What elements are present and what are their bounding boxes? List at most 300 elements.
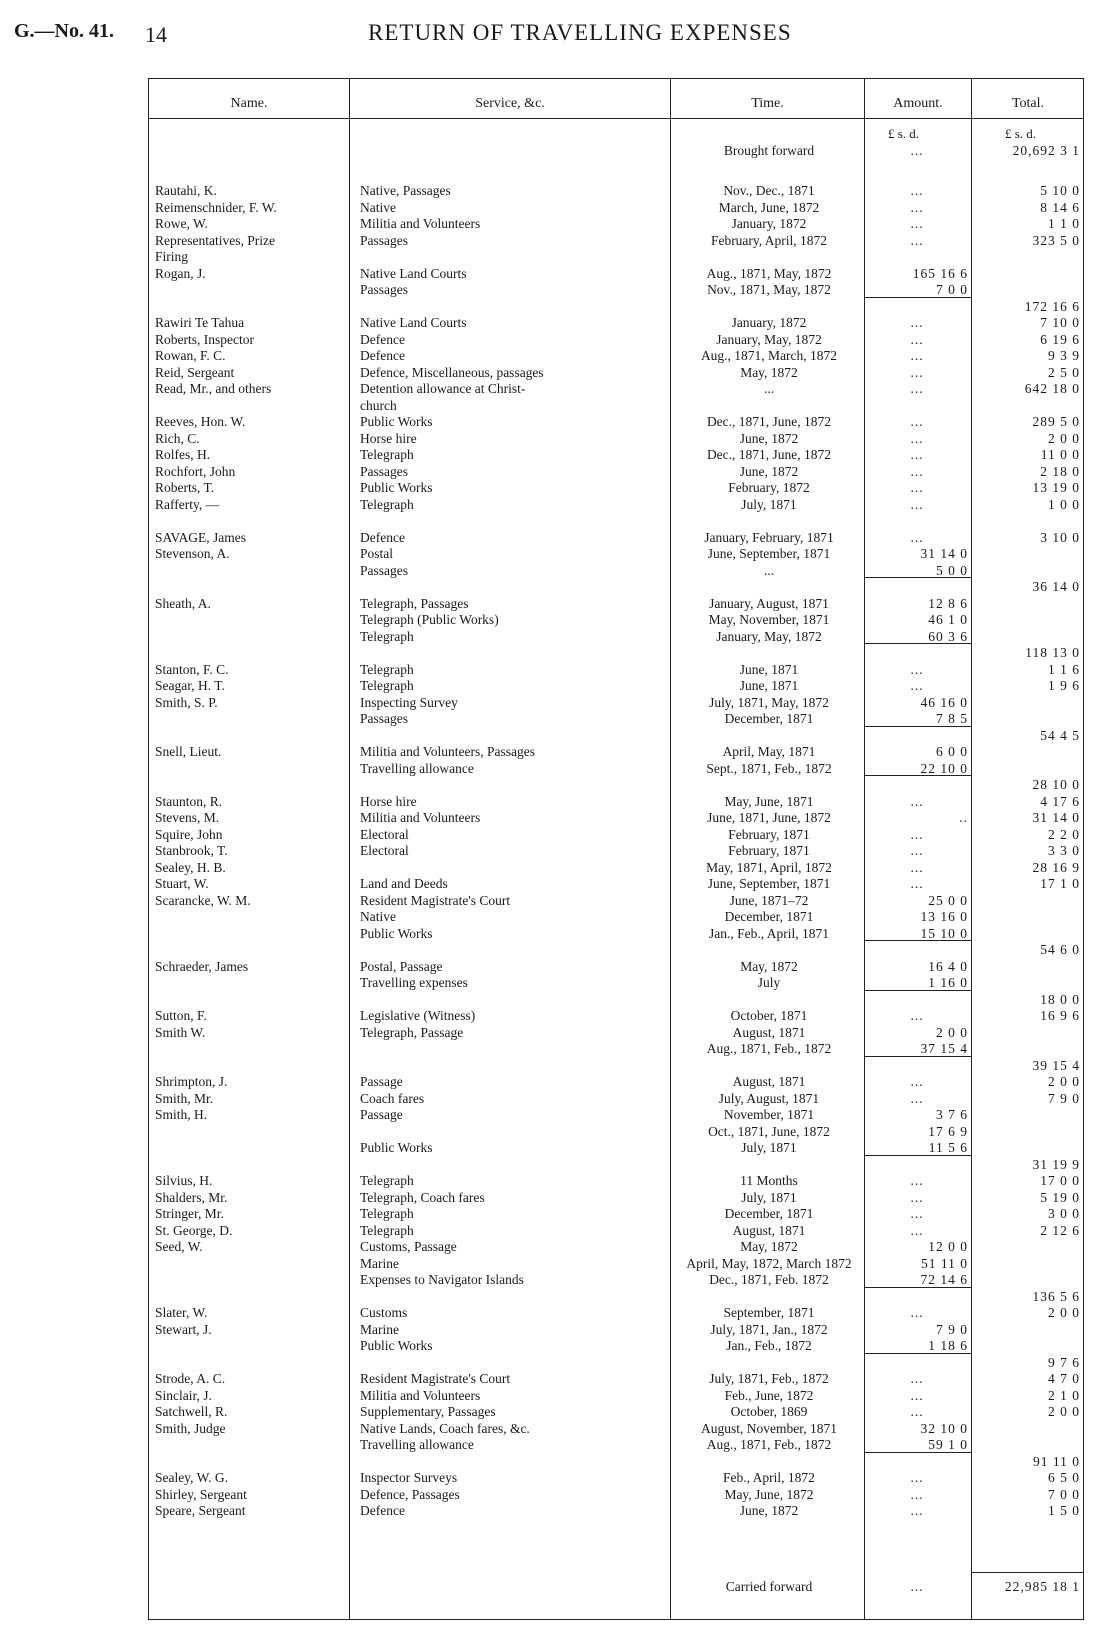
name-cell: Rogan, J. bbox=[155, 265, 206, 281]
amount-cell: 72 14 6 bbox=[920, 1272, 968, 1287]
total-cell: 9 7 6 bbox=[1048, 1354, 1080, 1370]
table-row bbox=[0, 1453, 1114, 1470]
amount-cell: 22 10 0 bbox=[920, 760, 968, 776]
name-cell: Roberts, T. bbox=[155, 480, 215, 495]
total-cell: 118 13 0 bbox=[1025, 645, 1080, 660]
table-row bbox=[0, 710, 1114, 727]
table-row bbox=[0, 397, 1114, 414]
amount-cell: 12 0 0 bbox=[928, 1239, 968, 1254]
total-cell: 4 7 0 bbox=[1048, 1371, 1080, 1386]
table-row bbox=[0, 182, 1114, 199]
amount-cell: ... bbox=[910, 1206, 924, 1221]
total-cell: 28 16 9 bbox=[1032, 859, 1080, 875]
service-cell: Telegraph bbox=[360, 496, 414, 512]
total-cell: 54 4 5 bbox=[1040, 727, 1080, 743]
amount-cell: 51 11 0 bbox=[921, 1255, 968, 1271]
carried-forward-total: 22,985 18 1 bbox=[1004, 1579, 1080, 1594]
time-cell: May, June, 1872 bbox=[724, 1486, 814, 1502]
name-cell: Sealey, W. G. bbox=[155, 1470, 228, 1485]
time-cell: June, 1872 bbox=[739, 1503, 799, 1518]
time-cell: Jan., Feb., 1872 bbox=[726, 1338, 812, 1353]
amount-cell: 16 4 0 bbox=[928, 958, 968, 974]
service-cell: Passages bbox=[360, 562, 408, 578]
service-cell: Horse hire bbox=[360, 430, 417, 446]
service-cell: Native bbox=[360, 909, 396, 924]
carried-forward-rule bbox=[972, 1572, 1084, 1573]
table-row bbox=[0, 380, 1114, 397]
time-cell: ... bbox=[763, 381, 775, 396]
name-cell: Sheath, A. bbox=[155, 595, 211, 611]
name-cell: Rolfes, H. bbox=[155, 447, 211, 462]
service-cell: church bbox=[360, 397, 397, 413]
service-cell: Native, Passages bbox=[360, 183, 451, 198]
time-cell: Nov., 1871, May, 1872 bbox=[707, 282, 831, 297]
table-row bbox=[0, 776, 1114, 793]
table-row bbox=[0, 760, 1114, 777]
amount-cell: ... bbox=[910, 843, 924, 858]
total-cell: 642 18 0 bbox=[1024, 381, 1080, 396]
table-row bbox=[0, 578, 1114, 595]
subtotal-rule bbox=[865, 990, 971, 991]
service-cell: Defence, Passages bbox=[360, 1486, 460, 1502]
total-cell: 2 0 0 bbox=[1048, 1074, 1080, 1089]
time-cell: June, 1872 bbox=[739, 430, 799, 446]
amount-cell: ... bbox=[910, 826, 924, 842]
subtotal-rule bbox=[865, 726, 971, 727]
service-cell: Telegraph, Passage bbox=[360, 1024, 464, 1040]
table-row bbox=[0, 1370, 1114, 1387]
table-row bbox=[0, 281, 1114, 298]
name-cell: Roberts, Inspector bbox=[155, 331, 254, 347]
total-cell: 7 10 0 bbox=[1040, 315, 1080, 330]
subtotal-rule bbox=[865, 297, 971, 298]
service-cell: Defence bbox=[360, 348, 405, 363]
column-header-total: Total. bbox=[1011, 96, 1045, 111]
table-row bbox=[0, 1040, 1114, 1057]
time-cell: July, 1871, Jan., 1872 bbox=[710, 1321, 828, 1337]
service-cell: Telegraph, Coach fares bbox=[360, 1189, 485, 1205]
total-cell: 2 2 0 bbox=[1048, 826, 1080, 842]
total-cell: 2 5 0 bbox=[1048, 364, 1080, 380]
time-cell: January, 1872 bbox=[731, 315, 807, 330]
total-cell: 3 3 0 bbox=[1048, 843, 1080, 858]
total-cell: 1 9 6 bbox=[1048, 678, 1080, 693]
service-cell: Telegraph bbox=[360, 447, 414, 462]
service-cell: Land and Deeds bbox=[360, 876, 448, 891]
amount-cell: ... bbox=[910, 1387, 924, 1403]
name-cell: Stanbrook, T. bbox=[155, 843, 228, 858]
name-cell: Shalders, Mr. bbox=[155, 1189, 228, 1205]
table-row bbox=[0, 545, 1114, 562]
subtotal-rule bbox=[865, 1353, 971, 1354]
service-cell: Supplementary, Passages bbox=[360, 1404, 496, 1419]
amount-cell: ... bbox=[910, 381, 924, 396]
amount-cell: ... bbox=[910, 1189, 924, 1205]
table-row bbox=[0, 1172, 1114, 1189]
total-cell: 31 19 9 bbox=[1032, 1156, 1080, 1172]
table-row bbox=[0, 611, 1114, 628]
name-cell: Smith, Mr. bbox=[155, 1090, 214, 1106]
total-cell: 2 1 0 bbox=[1048, 1387, 1080, 1403]
time-cell: Jan., Feb., April, 1871 bbox=[709, 925, 829, 941]
service-cell: Passage bbox=[360, 1107, 403, 1122]
time-cell: January, May, 1872 bbox=[716, 331, 822, 347]
amount-cell: 59 1 0 bbox=[928, 1437, 968, 1452]
table-row bbox=[0, 232, 1114, 249]
service-cell: Legislative (Witness) bbox=[360, 1008, 476, 1023]
time-cell: March, June, 1872 bbox=[718, 199, 820, 215]
table-row bbox=[0, 1321, 1114, 1338]
name-cell: Rowe, W. bbox=[155, 216, 208, 231]
time-cell: December, 1871 bbox=[724, 711, 814, 726]
table-row bbox=[0, 298, 1114, 315]
time-cell: July bbox=[757, 975, 781, 990]
table-row bbox=[0, 265, 1114, 282]
total-cell: 54 6 0 bbox=[1040, 942, 1080, 957]
service-cell: Resident Magistrate's Court bbox=[360, 892, 511, 908]
service-cell: Militia and Volunteers bbox=[360, 216, 481, 231]
name-cell: Squire, John bbox=[155, 826, 223, 842]
time-cell: June, 1871 bbox=[739, 661, 799, 677]
time-cell: January, August, 1871 bbox=[709, 595, 829, 611]
time-cell: Aug., 1871, Feb., 1872 bbox=[706, 1041, 832, 1056]
carried-forward-label: Carried forward bbox=[725, 1579, 813, 1594]
amount-cell: ... bbox=[910, 1371, 924, 1386]
total-cell: 323 5 0 bbox=[1032, 232, 1080, 248]
amount-cell: 15 10 0 bbox=[920, 925, 968, 941]
total-cell: 36 14 0 bbox=[1032, 579, 1080, 594]
name-cell: Stringer, Mr. bbox=[155, 1206, 224, 1221]
name-cell: Stevenson, A. bbox=[155, 546, 230, 561]
brought-forward-total: 20,692 3 1 bbox=[1012, 143, 1080, 158]
service-cell: Telegraph (Public Works) bbox=[360, 612, 499, 627]
table-row bbox=[0, 1271, 1114, 1288]
service-cell: Public Works bbox=[360, 1338, 433, 1353]
time-cell: November, 1871 bbox=[723, 1107, 815, 1122]
amount-cell: ... bbox=[910, 183, 924, 198]
amount-cell: 32 10 0 bbox=[920, 1420, 968, 1436]
total-cell: 28 10 0 bbox=[1032, 777, 1080, 792]
table-row bbox=[0, 199, 1114, 216]
table-row bbox=[0, 1502, 1114, 1519]
service-cell: Electoral bbox=[360, 843, 409, 858]
table-row bbox=[0, 1387, 1114, 1404]
service-cell: Inspector Surveys bbox=[360, 1470, 458, 1485]
amount-cell: 31 14 0 bbox=[920, 546, 968, 561]
service-cell: Travelling allowance bbox=[360, 760, 474, 776]
total-cell: 4 17 6 bbox=[1040, 793, 1080, 809]
total-cell: 2 12 6 bbox=[1040, 1222, 1080, 1238]
table-row bbox=[0, 1403, 1114, 1420]
amount-cell: 5 0 0 bbox=[936, 562, 968, 578]
table-row bbox=[0, 1486, 1114, 1503]
table-row bbox=[0, 496, 1114, 513]
time-cell: Aug., 1871, Feb., 1872 bbox=[706, 1437, 832, 1452]
amount-cell: 6 0 0 bbox=[936, 744, 968, 759]
column-header-time: Time. bbox=[751, 96, 784, 111]
table-row bbox=[0, 1354, 1114, 1371]
amount-cell: ... bbox=[910, 414, 924, 429]
time-cell: December, 1871 bbox=[724, 1206, 814, 1221]
time-cell: July, 1871, May, 1872 bbox=[709, 694, 829, 710]
table-row bbox=[0, 463, 1114, 480]
service-cell: Public Works bbox=[360, 925, 433, 941]
time-cell: July, August, 1871 bbox=[718, 1090, 820, 1106]
time-cell: Dec., 1871, June, 1872 bbox=[706, 447, 832, 462]
service-cell: Telegraph bbox=[360, 1173, 414, 1188]
service-cell: Customs bbox=[360, 1305, 408, 1320]
total-cell: 1 1 0 bbox=[1048, 216, 1080, 231]
time-cell: June, 1871, June, 1872 bbox=[707, 810, 831, 825]
service-cell: Passages bbox=[360, 711, 408, 726]
total-units: £ s. d. bbox=[1005, 126, 1037, 141]
table-row bbox=[0, 1337, 1114, 1354]
service-cell: Telegraph bbox=[360, 1222, 414, 1238]
table-row bbox=[0, 677, 1114, 694]
time-cell: January, May, 1872 bbox=[716, 628, 822, 644]
amount-cell: 13 16 0 bbox=[920, 909, 968, 924]
total-cell: 5 10 0 bbox=[1040, 183, 1080, 198]
amount-cell: ... bbox=[910, 364, 924, 380]
service-cell: Customs, Passage bbox=[360, 1239, 457, 1254]
time-cell: Aug., 1871, March, 1872 bbox=[700, 348, 838, 363]
name-cell: Reimenschnider, F. W. bbox=[155, 199, 277, 215]
name-cell: Strode, A. C. bbox=[155, 1371, 226, 1386]
total-cell: 8 14 6 bbox=[1040, 199, 1080, 215]
amount-cell: ... bbox=[910, 348, 924, 363]
amount-cell: ... bbox=[910, 430, 924, 446]
subtotal-rule bbox=[865, 1056, 971, 1057]
time-cell: April, May, 1871 bbox=[722, 744, 816, 759]
name-cell: Rawiri Te Tahua bbox=[155, 315, 245, 330]
total-cell: 11 0 0 bbox=[1040, 447, 1080, 462]
table-row bbox=[0, 479, 1114, 496]
total-cell: 18 0 0 bbox=[1040, 991, 1080, 1007]
total-cell: 31 14 0 bbox=[1032, 810, 1080, 825]
column-header-service: Service, &c. bbox=[475, 96, 545, 111]
table-row bbox=[0, 644, 1114, 661]
amount-cell: 7 9 0 bbox=[936, 1321, 968, 1337]
brought-forward-amount: ... bbox=[910, 143, 924, 158]
time-cell: July, 1871, Feb., 1872 bbox=[709, 1371, 829, 1386]
header-ref: G.—No. 41. bbox=[14, 20, 114, 42]
amount-cell: ... bbox=[910, 661, 924, 677]
service-cell: Telegraph bbox=[360, 1206, 414, 1221]
table-row bbox=[0, 842, 1114, 859]
total-cell: 1 1 6 bbox=[1048, 661, 1080, 677]
amount-cell: 1 16 0 bbox=[928, 975, 968, 990]
table-row bbox=[0, 826, 1114, 843]
name-cell: St. George, D. bbox=[155, 1222, 233, 1238]
name-cell: Sutton, F. bbox=[155, 1008, 207, 1023]
table-row bbox=[0, 347, 1114, 364]
subtotal-rule bbox=[865, 1155, 971, 1156]
subtotal-rule bbox=[865, 577, 971, 578]
name-cell: Representatives, Prize bbox=[155, 232, 275, 248]
service-cell: Horse hire bbox=[360, 793, 417, 809]
service-cell: Inspecting Survey bbox=[360, 694, 458, 710]
subtotal-rule bbox=[865, 643, 971, 644]
time-cell: May, 1871, April, 1872 bbox=[706, 859, 832, 875]
table-row bbox=[0, 809, 1114, 826]
name-cell: SAVAGE, James bbox=[155, 529, 247, 545]
amount-cell: ... bbox=[910, 232, 924, 248]
time-cell: August, 1871 bbox=[732, 1074, 806, 1089]
amount-cell: 12 8 6 bbox=[928, 595, 968, 611]
service-cell: Public Works bbox=[360, 1140, 433, 1155]
time-cell: February, 1871 bbox=[728, 843, 810, 858]
table-row bbox=[0, 562, 1114, 579]
table-row bbox=[0, 925, 1114, 942]
amount-cell: 3 7 6 bbox=[936, 1107, 968, 1122]
service-cell: Native bbox=[360, 199, 396, 215]
name-cell: Silvius, H. bbox=[155, 1173, 213, 1188]
time-cell: May, November, 1871 bbox=[708, 612, 830, 627]
amount-cell: ... bbox=[910, 1090, 924, 1106]
amount-cell: ... bbox=[910, 1470, 924, 1485]
table-row bbox=[0, 694, 1114, 711]
time-cell: 11 Months bbox=[740, 1173, 798, 1188]
amount-cell: 7 8 5 bbox=[936, 711, 968, 726]
amount-cell: ... bbox=[910, 876, 924, 891]
service-cell: Militia and Volunteers bbox=[360, 1387, 481, 1403]
name-cell: Shirley, Sergeant bbox=[155, 1486, 247, 1502]
time-cell: June, 1872 bbox=[739, 463, 799, 479]
name-cell: Sinclair, J. bbox=[155, 1387, 212, 1403]
time-cell: August, November, 1871 bbox=[701, 1420, 837, 1436]
time-cell: June, 1871 bbox=[739, 678, 799, 693]
header-rule bbox=[148, 118, 1084, 119]
service-cell: Public Works bbox=[360, 414, 433, 429]
table-row bbox=[0, 215, 1114, 232]
table-row bbox=[0, 413, 1114, 430]
amount-cell: 37 15 4 bbox=[920, 1041, 968, 1056]
service-cell: Passages bbox=[360, 463, 408, 479]
table-row bbox=[0, 1189, 1114, 1206]
service-cell: Defence bbox=[360, 1503, 405, 1518]
total-cell: 2 18 0 bbox=[1040, 463, 1080, 479]
total-cell: 2 0 0 bbox=[1048, 430, 1080, 446]
name-cell: Stuart, W. bbox=[155, 876, 209, 891]
total-cell: 1 0 0 bbox=[1048, 496, 1080, 512]
total-cell: 2 0 0 bbox=[1048, 1305, 1080, 1320]
service-cell: Public Works bbox=[360, 480, 433, 495]
table-row bbox=[0, 974, 1114, 991]
service-cell: Telegraph bbox=[360, 661, 414, 677]
name-cell: Scarancke, W. M. bbox=[155, 892, 251, 908]
table-row bbox=[0, 743, 1114, 760]
amount-cell: 2 0 0 bbox=[936, 1024, 968, 1040]
amount-cell: ... bbox=[910, 1222, 924, 1238]
time-cell: August, 1871 bbox=[732, 1024, 806, 1040]
table-row bbox=[0, 941, 1114, 958]
total-cell: 7 9 0 bbox=[1048, 1090, 1080, 1106]
time-cell: July, 1871 bbox=[741, 496, 797, 512]
service-cell: Telegraph bbox=[360, 678, 414, 693]
amount-cell: 60 3 6 bbox=[928, 628, 968, 644]
time-cell: May, 1872 bbox=[740, 364, 798, 380]
name-cell: Smith W. bbox=[155, 1024, 206, 1040]
table-row bbox=[0, 314, 1114, 331]
service-cell: Militia and Volunteers bbox=[360, 810, 481, 825]
time-cell: Oct., 1871, June, 1872 bbox=[708, 1123, 830, 1139]
service-cell: Marine bbox=[360, 1255, 399, 1271]
total-cell: 91 11 0 bbox=[1033, 1453, 1080, 1469]
amount-cell: ... bbox=[910, 1404, 924, 1419]
amount-cell: 25 0 0 bbox=[928, 892, 968, 908]
total-cell: 17 0 0 bbox=[1040, 1173, 1080, 1188]
service-cell: Postal, Passage bbox=[360, 958, 443, 974]
table-row bbox=[0, 248, 1114, 265]
table-row bbox=[0, 595, 1114, 612]
table-row bbox=[0, 1139, 1114, 1156]
service-cell: Marine bbox=[360, 1321, 399, 1337]
name-cell: Stevens, M. bbox=[155, 810, 220, 825]
time-cell: May, 1872 bbox=[740, 1239, 798, 1254]
table-row bbox=[0, 512, 1114, 529]
service-cell: Native Land Courts bbox=[360, 315, 467, 330]
time-cell: Nov., Dec., 1871 bbox=[723, 183, 815, 198]
table-row bbox=[0, 875, 1114, 892]
amount-cell: ... bbox=[910, 216, 924, 231]
time-cell: February, 1871 bbox=[728, 826, 810, 842]
amount-cell: .. bbox=[959, 810, 968, 825]
name-cell: Rich, C. bbox=[155, 430, 200, 446]
amount-cell: ... bbox=[910, 1074, 924, 1089]
page-title: RETURN OF TRAVELLING EXPENSES bbox=[368, 20, 792, 45]
time-cell: February, 1872 bbox=[728, 480, 810, 495]
service-cell: Native Lands, Coach fares, &c. bbox=[360, 1420, 530, 1436]
name-cell: Speare, Sergeant bbox=[155, 1503, 246, 1518]
total-cell: 3 10 0 bbox=[1040, 529, 1080, 545]
name-cell: Stanton, F. C. bbox=[155, 661, 229, 677]
total-cell: 16 9 6 bbox=[1040, 1008, 1080, 1023]
table-row bbox=[0, 892, 1114, 909]
service-cell: Electoral bbox=[360, 826, 409, 842]
total-cell: 17 1 0 bbox=[1040, 876, 1080, 891]
name-cell: Schraeder, James bbox=[155, 958, 249, 974]
service-cell: Defence bbox=[360, 331, 405, 347]
name-cell: Slater, W. bbox=[155, 1305, 208, 1320]
total-cell: 289 5 0 bbox=[1032, 414, 1080, 429]
subtotal-rule bbox=[865, 1287, 971, 1288]
time-cell: January, February, 1871 bbox=[704, 529, 834, 545]
service-cell: Expenses to Navigator Islands bbox=[360, 1272, 524, 1287]
total-cell: 1 5 0 bbox=[1048, 1503, 1080, 1518]
amount-cell: ... bbox=[910, 496, 924, 512]
service-cell: Defence, Miscellaneous, passages bbox=[360, 364, 544, 380]
time-cell: Aug., 1871, May, 1872 bbox=[706, 265, 832, 281]
time-cell: October, 1871 bbox=[730, 1008, 808, 1023]
table-row bbox=[0, 1090, 1114, 1107]
table-row bbox=[0, 991, 1114, 1008]
page-number: 14 bbox=[145, 22, 167, 47]
table-row bbox=[0, 859, 1114, 876]
time-cell: Sept., 1871, Feb., 1872 bbox=[706, 760, 832, 776]
total-cell: 6 19 6 bbox=[1040, 331, 1080, 347]
total-cell: 13 19 0 bbox=[1032, 480, 1080, 495]
amount-cell: 11 5 6 bbox=[928, 1140, 968, 1155]
time-cell: December, 1871 bbox=[724, 909, 814, 924]
service-cell: Passages bbox=[360, 232, 408, 248]
table-row bbox=[0, 1106, 1114, 1123]
total-cell: 6 5 0 bbox=[1048, 1470, 1080, 1485]
total-cell: 2 0 0 bbox=[1048, 1404, 1080, 1419]
table-row bbox=[0, 1288, 1114, 1305]
service-cell: Defence bbox=[360, 529, 405, 545]
table-row bbox=[0, 364, 1114, 381]
time-cell: August, 1871 bbox=[732, 1222, 806, 1238]
